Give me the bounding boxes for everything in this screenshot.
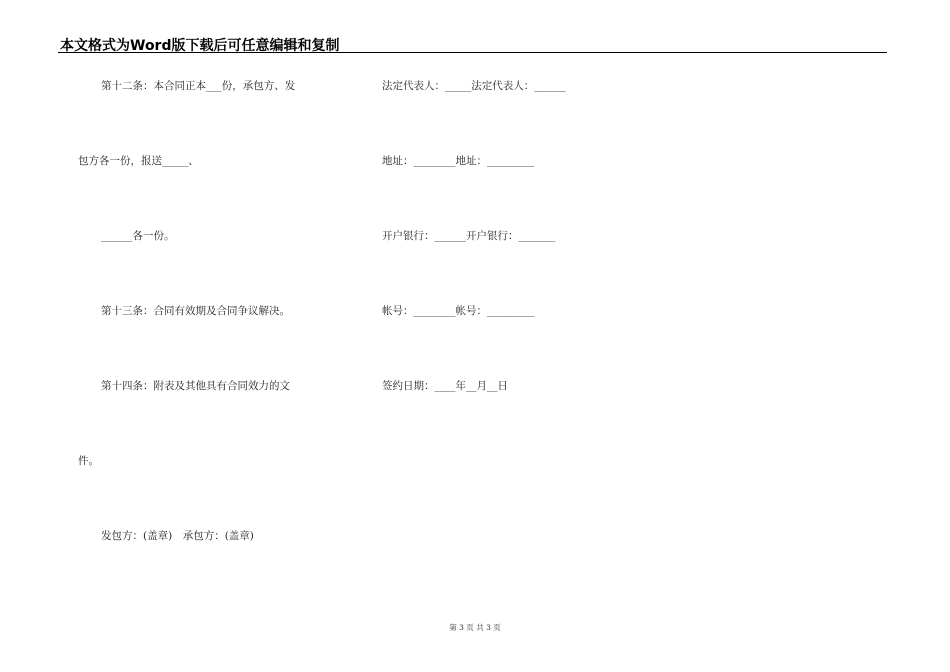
- clause-14-line-2: 件。: [78, 455, 99, 467]
- clause-13: 第十三条：合同有效期及合同争议解决。: [101, 305, 290, 317]
- clause-12-line-2: 包方各一份，报送_____、: [78, 155, 199, 167]
- clause-14-line-1: 第十四条：附表及其他具有合同效力的文: [101, 380, 290, 392]
- legal-representative: 法定代表人：_____法定代表人：______: [382, 80, 566, 92]
- address: 地址：________地址：_________: [382, 155, 535, 167]
- header-divider: [58, 52, 887, 53]
- clause-12-line-1: 第十二条：本合同正本___份，承包方、发: [101, 80, 296, 92]
- bank: 开户银行：______开户银行：_______: [382, 230, 556, 242]
- signing-date: 签约日期：____年__月__日: [382, 380, 508, 392]
- page-number: 第 3 页 共 3 页: [449, 623, 501, 632]
- account-number: 帐号：________帐号：_________: [382, 305, 535, 317]
- signature-parties: 发包方：(盖章) 承包方：(盖章): [101, 530, 254, 542]
- document-header-title: 本文格式为Word版下载后可任意编辑和复制: [60, 38, 340, 54]
- clause-12-line-3: ______各一份。: [101, 230, 175, 242]
